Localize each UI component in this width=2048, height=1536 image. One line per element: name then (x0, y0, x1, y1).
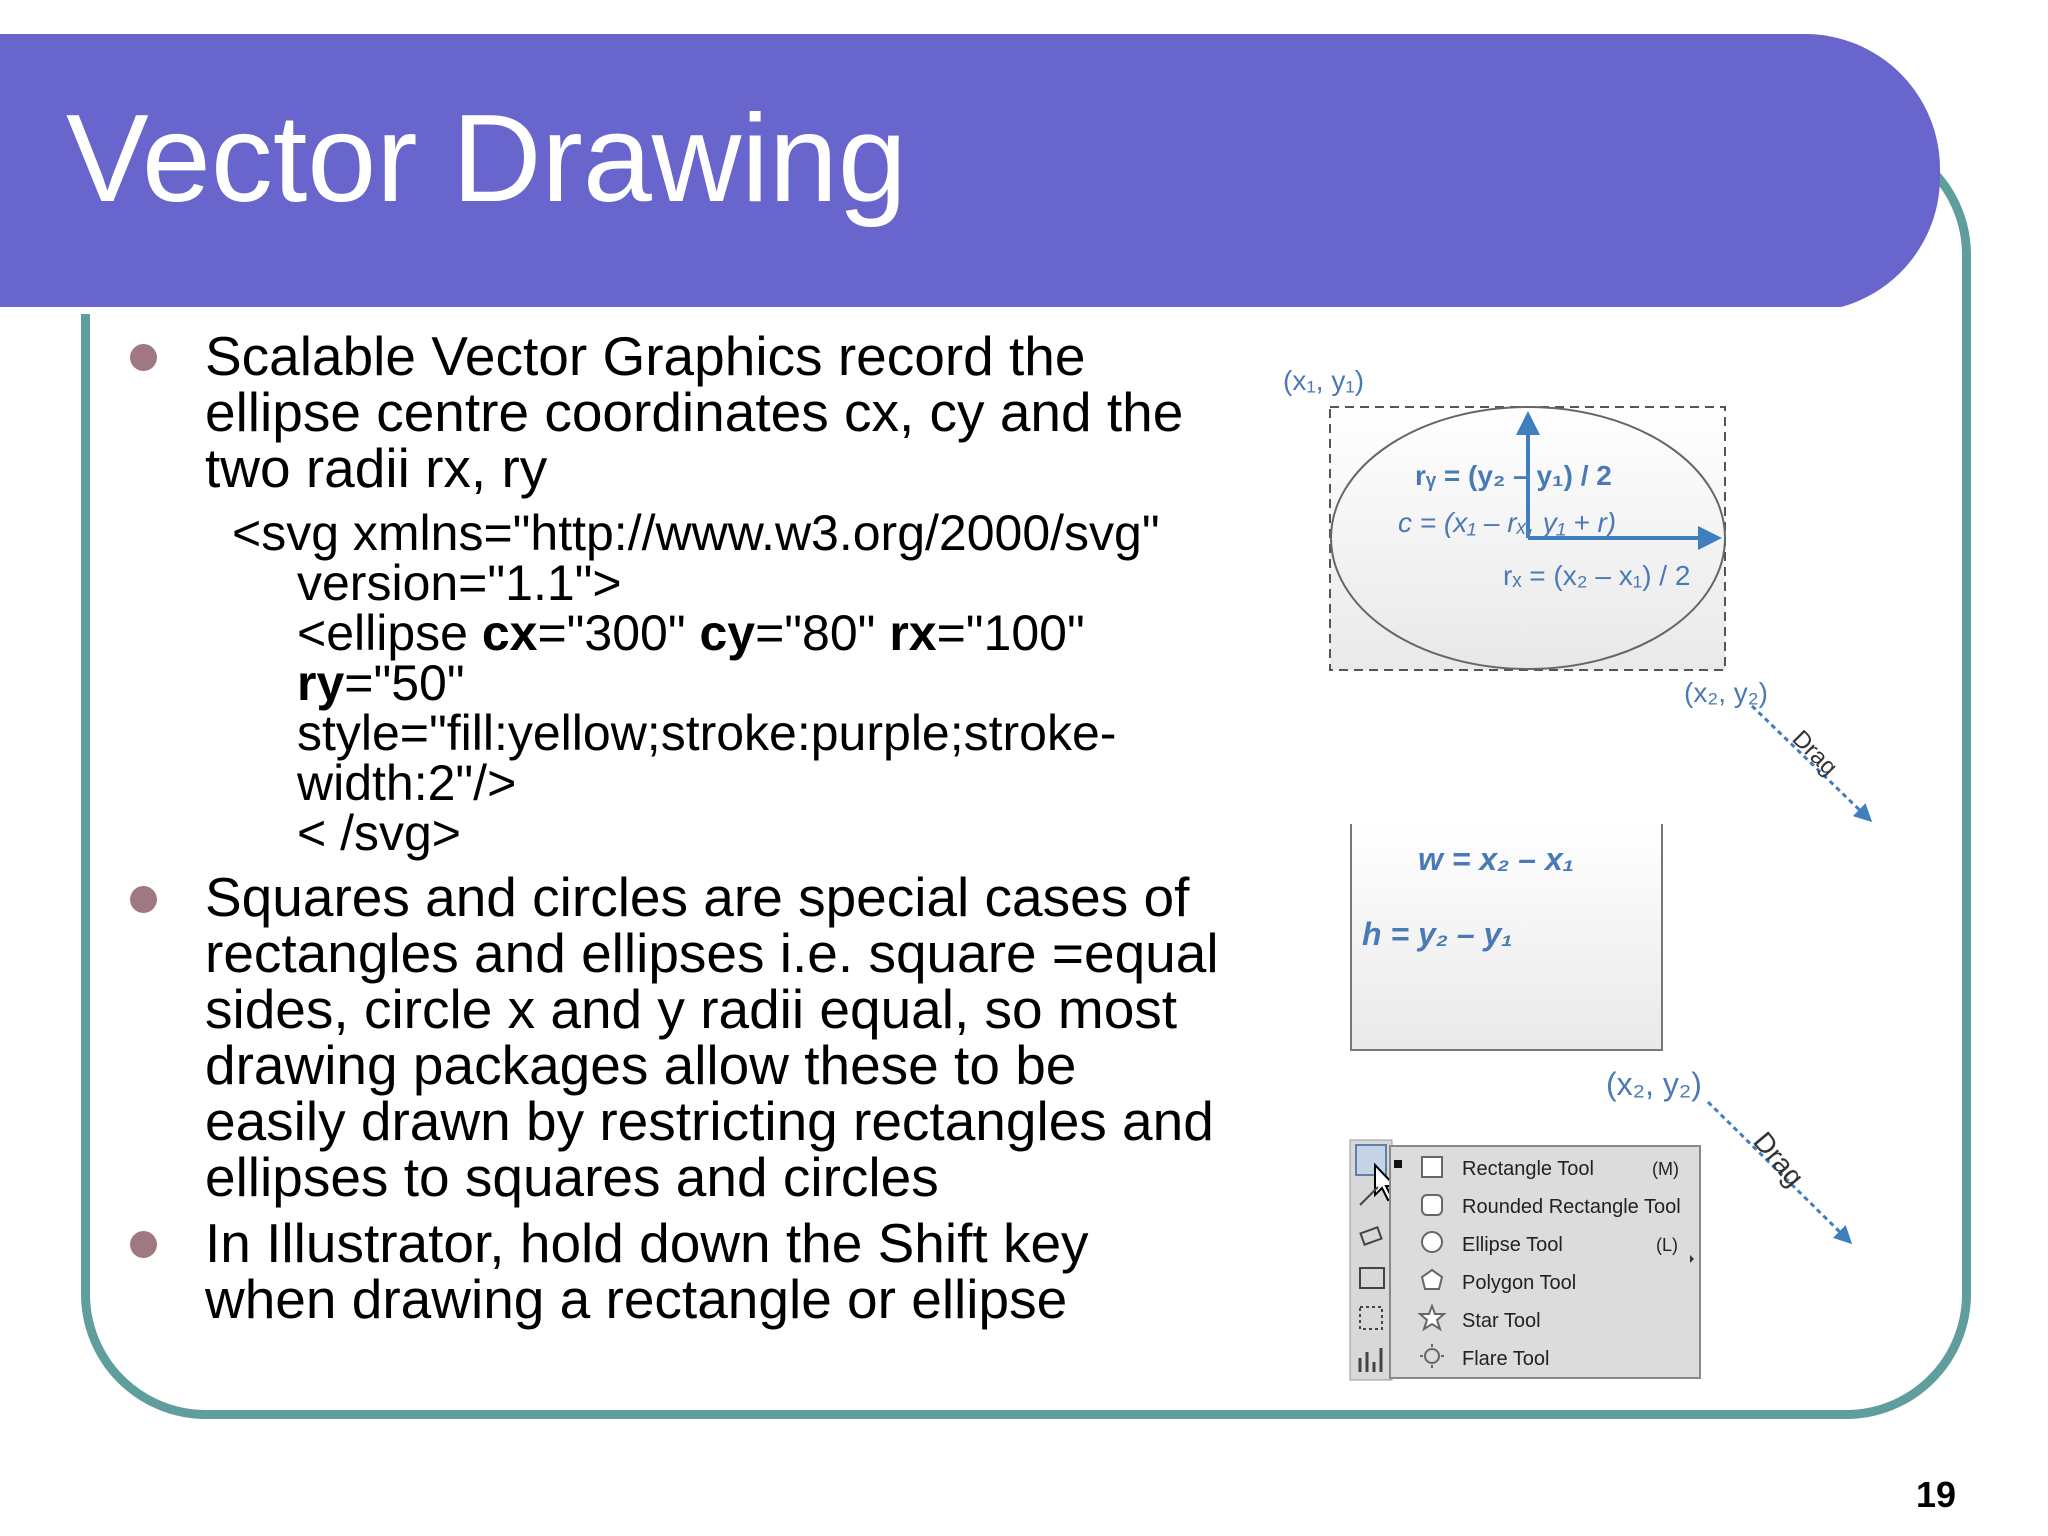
p2-label-top: (x₂, y₂) (1684, 677, 1768, 708)
code-attr: rx (889, 605, 937, 661)
menu-item-label: Star Tool (1462, 1310, 1541, 1332)
p2-label-bottom: (x₂, y₂) (1606, 1066, 1702, 1102)
code-text: ="300" (537, 605, 700, 661)
rx-formula: rₓ = (x₂ – x₁) / 2 (1503, 560, 1691, 591)
bullet-text-3: In Illustrator, hold down the Shift key when drawing a rectangle or ellipse (205, 1212, 1089, 1330)
menu-item-star-tool[interactable] (1462, 1310, 1541, 1332)
c-formula: c = (x₁ – rₓ, y₁ + r) (1398, 507, 1617, 538)
code-line: width:2"/> (297, 755, 517, 811)
menu-item-label: Rounded Rectangle Tool (1462, 1196, 1681, 1218)
code-text: <ellipse (297, 605, 482, 661)
code-text: ="80" (755, 605, 890, 661)
menu-item-label: Flare Tool (1462, 1348, 1550, 1370)
p1-label: (x₁, y₁) (1283, 365, 1365, 396)
h-formula: h = y₂ – y₁ (1362, 916, 1513, 952)
ry-formula: rᵧ = (y₂ – y₁) / 2 (1415, 460, 1612, 491)
code-line: < /svg> (297, 805, 461, 861)
menu-item-label: Ellipse Tool (1462, 1234, 1563, 1256)
rectangle-icon (1422, 1157, 1442, 1177)
ellipse-icon (1422, 1232, 1442, 1252)
code-text: ="50" (344, 655, 465, 711)
menu-item-rounded-rectangle-tool[interactable] (1462, 1196, 1681, 1218)
menu-item-label: Rectangle Tool (1462, 1158, 1594, 1180)
code-line: style="fill:yellow;stroke:purple;stroke- (297, 705, 1117, 761)
menu-item-label: Polygon Tool (1462, 1272, 1577, 1294)
code-text: ="100" (936, 605, 1085, 661)
bullet-text-2: Squares and circles are special cases of rectangles and ellipses i.e. square =equal sides, circle x and y radii equal, so most drawing packages allow these to be easily drawn by restricting rectangles and ellipses to squares and circles (205, 866, 1219, 1208)
menu-item-flare-tool[interactable] (1462, 1348, 1549, 1370)
page-number: 19 (1915, 1474, 1956, 1515)
rounded-rectangle-icon (1422, 1195, 1442, 1215)
code-attr: ry (297, 655, 345, 711)
code-line: version="1.1"> (297, 555, 622, 611)
menu-item-shortcut: (L) (1656, 1235, 1678, 1255)
menu-item-shortcut: (M) (1652, 1159, 1679, 1179)
rectangle-top-cover (1345, 814, 1668, 824)
drag-label-top: Drag (1786, 725, 1843, 782)
code-attr: cx (481, 605, 538, 661)
active-indicator (1394, 1160, 1402, 1168)
slide-title: Vector Drawing (66, 90, 907, 228)
bullet-text-1: Scalable Vector Graphics record the ellipse centre coordinates cx, cy and the two radii rx, ry (205, 325, 1184, 499)
shape-tools-flyout (1390, 1146, 1700, 1378)
w-formula: w = x₂ – x₁ (1418, 841, 1574, 877)
drag-label-bottom: Drag (1747, 1125, 1811, 1193)
code-attr: cy (699, 605, 756, 661)
menu-item-polygon-tool[interactable] (1462, 1272, 1576, 1294)
code-line: <svg xmlns="http://www.w3.org/2000/svg" (232, 505, 1160, 561)
